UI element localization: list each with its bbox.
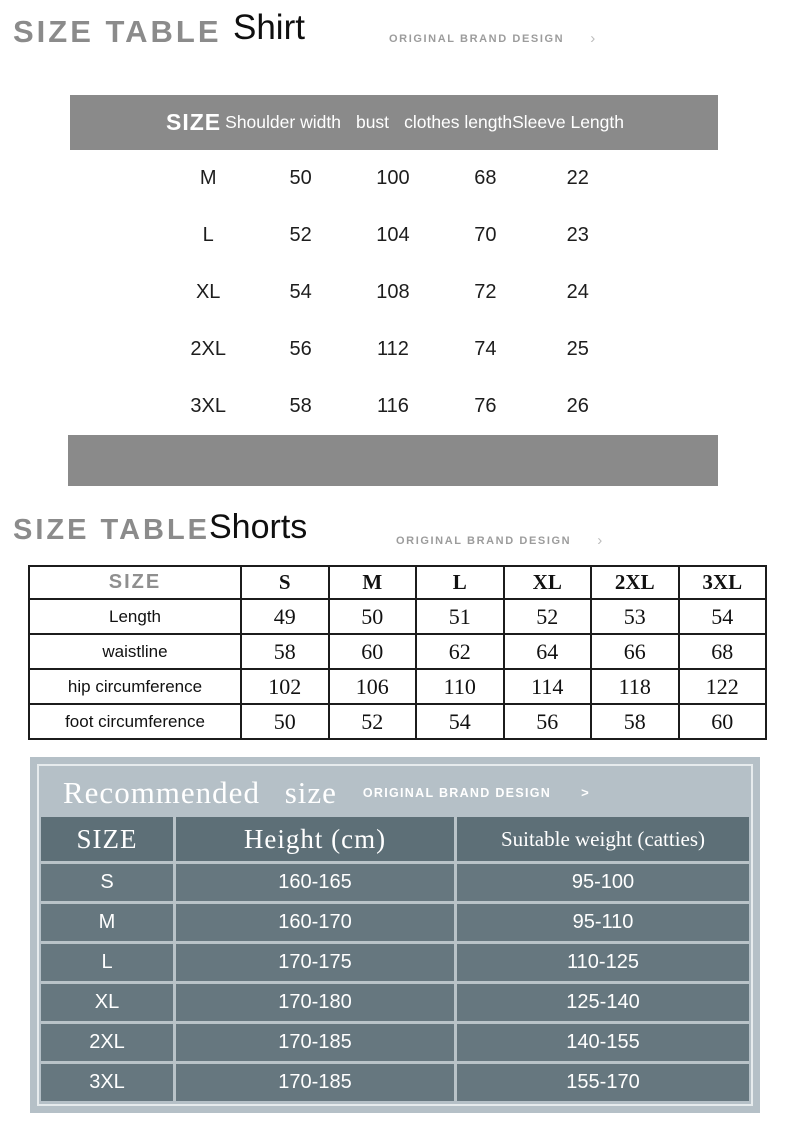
shirt-value-cell: 25 bbox=[566, 338, 589, 360]
shorts-value-cell: 49 bbox=[241, 599, 329, 634]
rec-value-cell: 170-175 bbox=[176, 944, 454, 981]
brand-label: ORIGINAL BRAND DESIGN bbox=[362, 785, 552, 800]
shorts-value-cell: 50 bbox=[241, 704, 329, 739]
shirt-value-cell: 76 bbox=[474, 395, 497, 417]
rec-size-cell: 2XL bbox=[41, 1024, 173, 1061]
rec-value-cell: 170-180 bbox=[176, 984, 454, 1021]
rec-value-cell: 170-185 bbox=[176, 1024, 454, 1061]
shirt-size-cell: 3XL bbox=[190, 395, 226, 417]
rec-size-cell: XL bbox=[41, 984, 173, 1021]
shorts-value-cell: 106 bbox=[329, 669, 417, 704]
shirt-col-header: Sleeve Length bbox=[512, 112, 624, 132]
shorts-value-cell: 53 bbox=[591, 599, 679, 634]
shorts-value-cell: 58 bbox=[241, 634, 329, 669]
rec-value-cell: 95-100 bbox=[457, 864, 749, 901]
shirt-value-cell: 22 bbox=[566, 167, 589, 189]
rec-value-cell: 95-110 bbox=[457, 904, 749, 941]
shorts-size-header: 3XL bbox=[679, 566, 767, 599]
rec-value-cell: 170-185 bbox=[176, 1064, 454, 1101]
shorts-value-cell: 102 bbox=[241, 669, 329, 704]
shorts-value-cell: 114 bbox=[504, 669, 592, 704]
chevron-right-icon: > bbox=[581, 785, 590, 800]
recommended-size-table bbox=[41, 817, 749, 1101]
brand-label: ORIGINAL BRAND DESIGN bbox=[396, 534, 572, 547]
shirt-size-cell: XL bbox=[195, 281, 221, 303]
shirt-col-header-size: SIZE bbox=[166, 109, 222, 135]
shirt-section-title: SIZE TABLE bbox=[13, 14, 222, 49]
shirt-value-cell: 58 bbox=[289, 395, 312, 417]
shorts-value-cell: 60 bbox=[679, 704, 767, 739]
shirt-value-cell: 116 bbox=[377, 395, 409, 417]
shorts-value-cell: 56 bbox=[504, 704, 592, 739]
shirt-value-cell: 108 bbox=[376, 281, 410, 303]
shirt-value-cell: 50 bbox=[289, 167, 312, 189]
shirt-table-row bbox=[70, 264, 718, 321]
shirt-value-cell: 52 bbox=[289, 224, 312, 246]
shirt-value-cell: 23 bbox=[566, 224, 589, 246]
shirt-col-header: bust bbox=[355, 112, 390, 132]
shirt-value-cell: 54 bbox=[289, 281, 312, 303]
chevron-right-icon: › bbox=[597, 532, 603, 549]
shirt-table-footer-bar bbox=[68, 435, 718, 486]
shorts-table-row bbox=[29, 704, 766, 739]
shorts-value-cell: 64 bbox=[504, 634, 592, 669]
shorts-section-title: SIZE TABLE bbox=[13, 514, 211, 546]
rec-value-cell: 155-170 bbox=[457, 1064, 749, 1101]
shirt-value-cell: 72 bbox=[474, 281, 497, 303]
rec-size-cell: S bbox=[41, 864, 173, 901]
shorts-value-cell: 118 bbox=[591, 669, 679, 704]
rec-value-cell: 110-125 bbox=[457, 944, 749, 981]
shirt-table-row bbox=[70, 321, 718, 378]
shorts-size-header: L bbox=[416, 566, 504, 599]
shorts-table-row bbox=[29, 669, 766, 704]
rec-size-cell: L bbox=[41, 944, 173, 981]
shorts-value-cell: 54 bbox=[679, 599, 767, 634]
shorts-value-cell: 66 bbox=[591, 634, 679, 669]
shirt-value-cell: 74 bbox=[474, 338, 497, 360]
shirt-table-row bbox=[70, 378, 718, 435]
shorts-value-cell: 110 bbox=[416, 669, 504, 704]
shirt-value-cell: 100 bbox=[376, 167, 410, 189]
rec-value-cell: 160-165 bbox=[176, 864, 454, 901]
rec-size-cell: M bbox=[41, 904, 173, 941]
shorts-value-cell: 50 bbox=[329, 599, 417, 634]
rec-size-cell: 3XL bbox=[41, 1064, 173, 1101]
shorts-value-cell: 51 bbox=[416, 599, 504, 634]
shorts-value-cell: 52 bbox=[329, 704, 417, 739]
shorts-header-row bbox=[29, 566, 766, 599]
shorts-row-label: Length bbox=[29, 599, 241, 634]
shorts-size-header: S bbox=[241, 566, 329, 599]
shorts-value-cell: 62 bbox=[416, 634, 504, 669]
brand-label: ORIGINAL BRAND DESIGN bbox=[389, 32, 565, 45]
recommended-size-panel bbox=[30, 757, 760, 1113]
rec-header-cell: SIZE bbox=[41, 817, 173, 861]
shirt-size-cell: L bbox=[202, 224, 214, 246]
shorts-value-cell: 58 bbox=[591, 704, 679, 739]
shirt-size-cell: M bbox=[199, 167, 217, 189]
shirt-value-cell: 26 bbox=[566, 395, 589, 417]
shorts-value-cell: 68 bbox=[679, 634, 767, 669]
chevron-right-icon: › bbox=[590, 30, 596, 47]
shirt-table-row bbox=[70, 150, 718, 207]
shirt-col-header: clothes length bbox=[404, 112, 513, 132]
rec-value-cell: 125-140 bbox=[457, 984, 749, 1021]
shirt-value-cell: 70 bbox=[474, 224, 497, 246]
recommended-section-title: Recommended size bbox=[63, 774, 337, 810]
shorts-row-label: waistline bbox=[29, 634, 241, 669]
shirt-value-cell: 24 bbox=[566, 281, 589, 303]
shirt-value-cell: 68 bbox=[474, 167, 497, 189]
shirt-col-header: Shoulder width bbox=[225, 112, 341, 132]
shirt-section-subtitle: Shirt bbox=[233, 8, 305, 47]
shorts-row-label: hip circumference bbox=[29, 669, 241, 704]
shirt-value-cell: 56 bbox=[289, 338, 312, 360]
shorts-size-header: XL bbox=[504, 566, 592, 599]
shorts-size-table bbox=[28, 565, 767, 740]
shorts-row-label: foot circumference bbox=[29, 704, 241, 739]
shirt-value-cell: 104 bbox=[376, 224, 410, 246]
shirt-size-cell: 2XL bbox=[190, 338, 226, 360]
shirt-table-row bbox=[70, 207, 718, 264]
recommended-panel-inner bbox=[37, 764, 753, 1106]
shorts-size-header: 2XL bbox=[591, 566, 679, 599]
shirt-value-cell: 112 bbox=[377, 338, 409, 360]
shorts-size-header: M bbox=[329, 566, 417, 599]
shorts-corner-header: SIZE bbox=[29, 566, 241, 599]
rec-header-cell: Height (cm) bbox=[176, 817, 454, 861]
shorts-table-row bbox=[29, 634, 766, 669]
shorts-value-cell: 122 bbox=[679, 669, 767, 704]
recommended-brand-link[interactable] bbox=[363, 785, 590, 800]
shorts-value-cell: 54 bbox=[416, 704, 504, 739]
rec-value-cell: 140-155 bbox=[457, 1024, 749, 1061]
shorts-value-cell: 52 bbox=[504, 599, 592, 634]
shirt-brand-link[interactable] bbox=[389, 30, 595, 47]
shirt-size-table bbox=[70, 150, 718, 435]
shorts-table-row bbox=[29, 599, 766, 634]
rec-value-cell: 160-170 bbox=[176, 904, 454, 941]
recommended-title-row bbox=[41, 768, 749, 817]
shorts-section-subtitle: Shorts bbox=[209, 508, 308, 546]
shorts-value-cell: 60 bbox=[329, 634, 417, 669]
shirt-table-header-bar bbox=[70, 95, 718, 150]
shorts-brand-link[interactable] bbox=[396, 532, 602, 549]
rec-header-cell: Suitable weight (catties) bbox=[457, 817, 749, 861]
